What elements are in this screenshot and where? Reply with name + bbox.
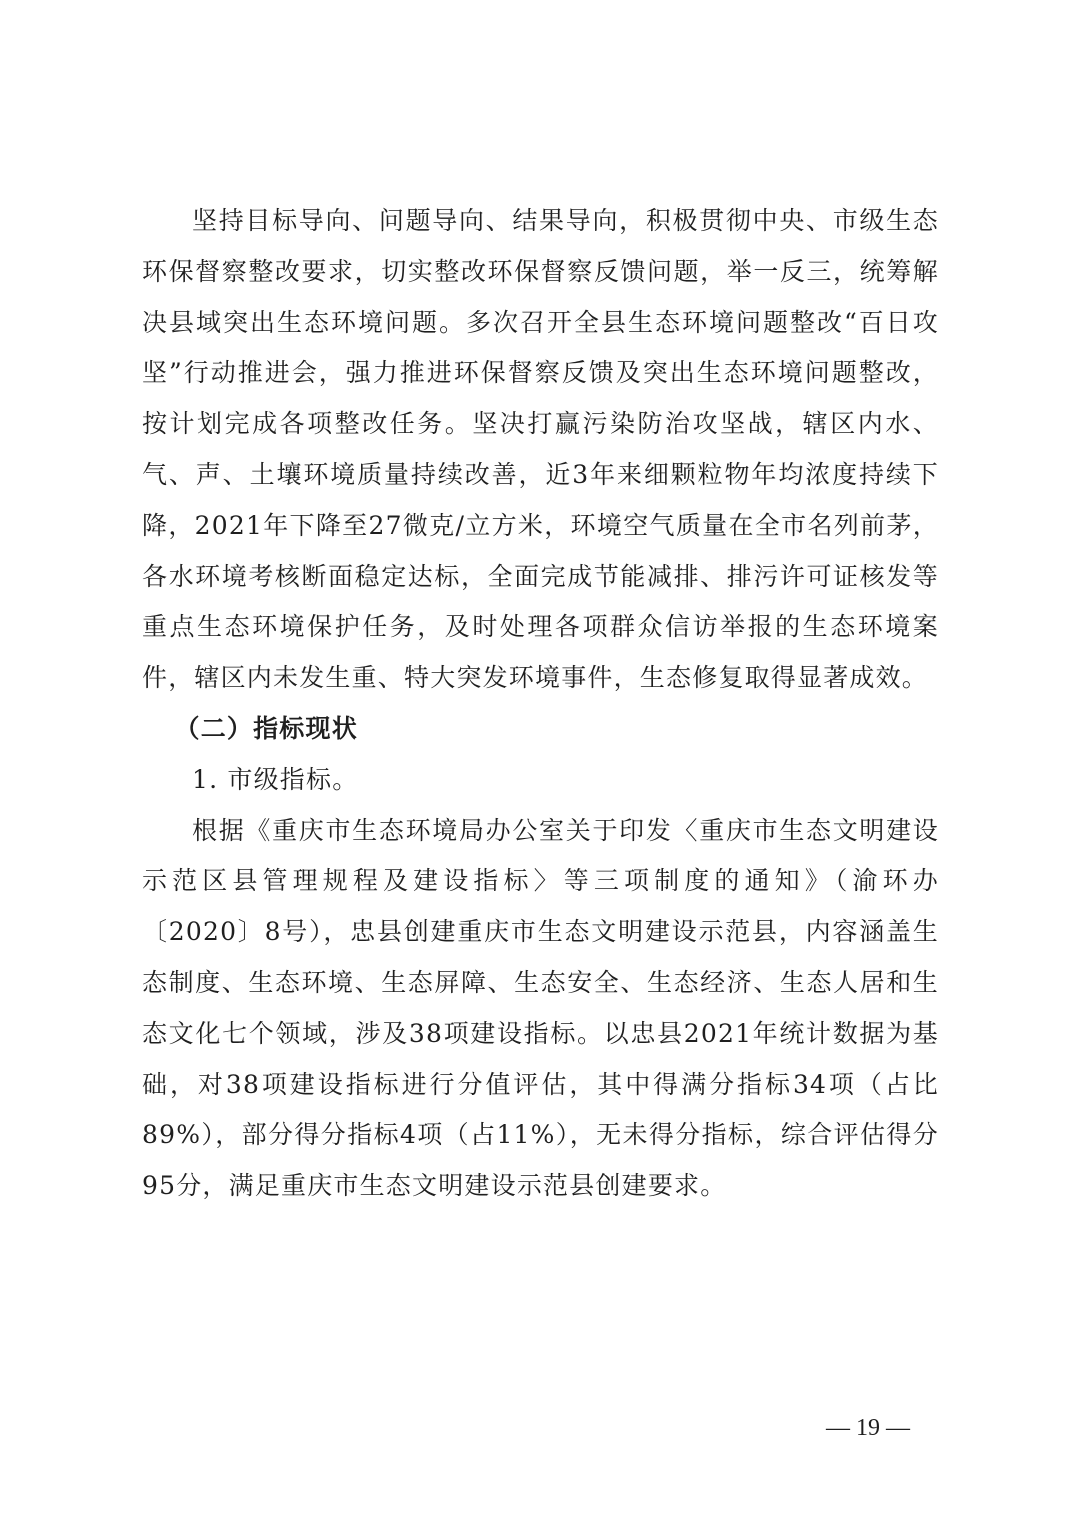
- body-text: [142, 196, 939, 1212]
- section-heading-indicator-status: （二）指标现状: [174, 713, 358, 743]
- paragraph-municipal-indicators: 根据《重庆市生态环境局办公室关于印发〈重庆市生态文明建设示范区县管理规程及建设指标〉等三项制度的通知》（渝环办〔2020〕8号），忠县创建重庆市生态文明建设示范县，内容涵盖生态制度、生态环境、生态屏障、生态安全、生态经济、生态人居和生态文化七个领域，涉及38项建设指标。以忠县2021年统计数据为基础，对38项建设指标进行分值评估，其中得满分指标34项（占比89%），部分得分指标4项（占11%），无未得分指标，综合评估得分95分，满足重庆市生态文明建设示范县创建要求。: [142, 815, 939, 1201]
- paragraph-environmental-rectification: 坚持目标导向、问题导向、结果导向，积极贯彻中央、市级生态环保督察整改要求，切实整改环保督察反馈问题，举一反三，统筹解决县域突出生态环境问题。多次召开全县生态环境问题整改“百日攻坚”行动推进会，强力推进环保督察反馈及突出生态环境问题整改，按计划完成各项整改任务。坚决打赢污染防治攻坚战，辖区内水、气、声、土壤环境质量持续改善，近3年来细颗粒物年均浓度持续下降，2021年下降至27微克/立方米，环境空气质量在全市名列前茅，各水环境考核断面稳定达标，全面完成节能减排、排污许可证核发等重点生态环境保护任务，及时处理各项群众信访举报的生态环境案件，辖区内未发生重、特大突发环境事件，生态修复取得显著成效。: [142, 206, 939, 693]
- subsection-heading-municipal-indicators: 1. 市级指标。: [192, 764, 359, 794]
- page-number: — 19 —: [826, 1415, 910, 1441]
